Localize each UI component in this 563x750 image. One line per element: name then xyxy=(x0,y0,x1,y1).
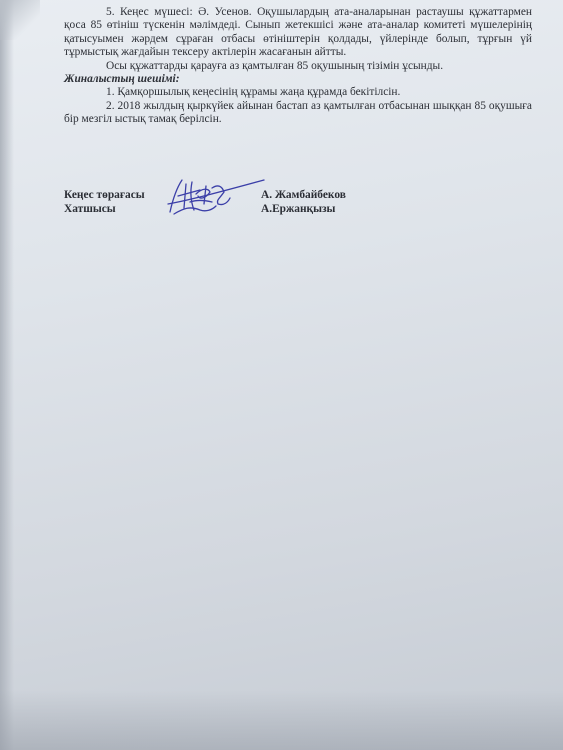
page-corner-shadow xyxy=(0,0,40,40)
paragraph-student-list: Осы құжаттарды қарауға аз қамтылған 85 оқушының тізімін ұсынды. xyxy=(106,59,444,72)
page-edge-shadow xyxy=(0,0,14,750)
decision-item-1: 1. Қамқоршылық кеңесінің құрамы жаңа құрамда бекітілсін. xyxy=(106,86,401,99)
document-body xyxy=(64,6,532,127)
bottom-shadow xyxy=(0,690,563,750)
chair-name: А. Жамбайбеков xyxy=(261,189,346,201)
chair-title: Кеңес төрағасы xyxy=(64,189,145,201)
signature-names xyxy=(261,188,346,216)
secretary-title: Хатшысы xyxy=(64,203,116,215)
paragraph-member-5: 5. Кеңес мүшесі: Ә. Усенов. Оқушылардың ата-аналарынан растаушы құжаттармен қоса 85 өтініш түскенін мәлімдеді. Сынып жетекшісі және ата-аналар комитеті мүшелерінің қатысуымен жәрдем сұраған отбасы өтініштерін қолдады, үйлерінде болып, тұрғын үй тұрмыстық жағдайын тексеру актілерін жасағанын айтты. xyxy=(64,6,532,59)
signature-titles xyxy=(64,188,145,216)
handwritten-signature xyxy=(160,174,270,218)
secretary-name: А.Ержанқызы xyxy=(261,203,336,215)
decision-item-2: 2. 2018 жылдың қыркүйек айынан бастап аз қамтылған отбасынан шыққан 85 оқушыға бір мезгіл ыстық тамақ берілсін. xyxy=(64,99,532,126)
decision-heading: Жиналыстың шешімі: xyxy=(64,73,180,86)
